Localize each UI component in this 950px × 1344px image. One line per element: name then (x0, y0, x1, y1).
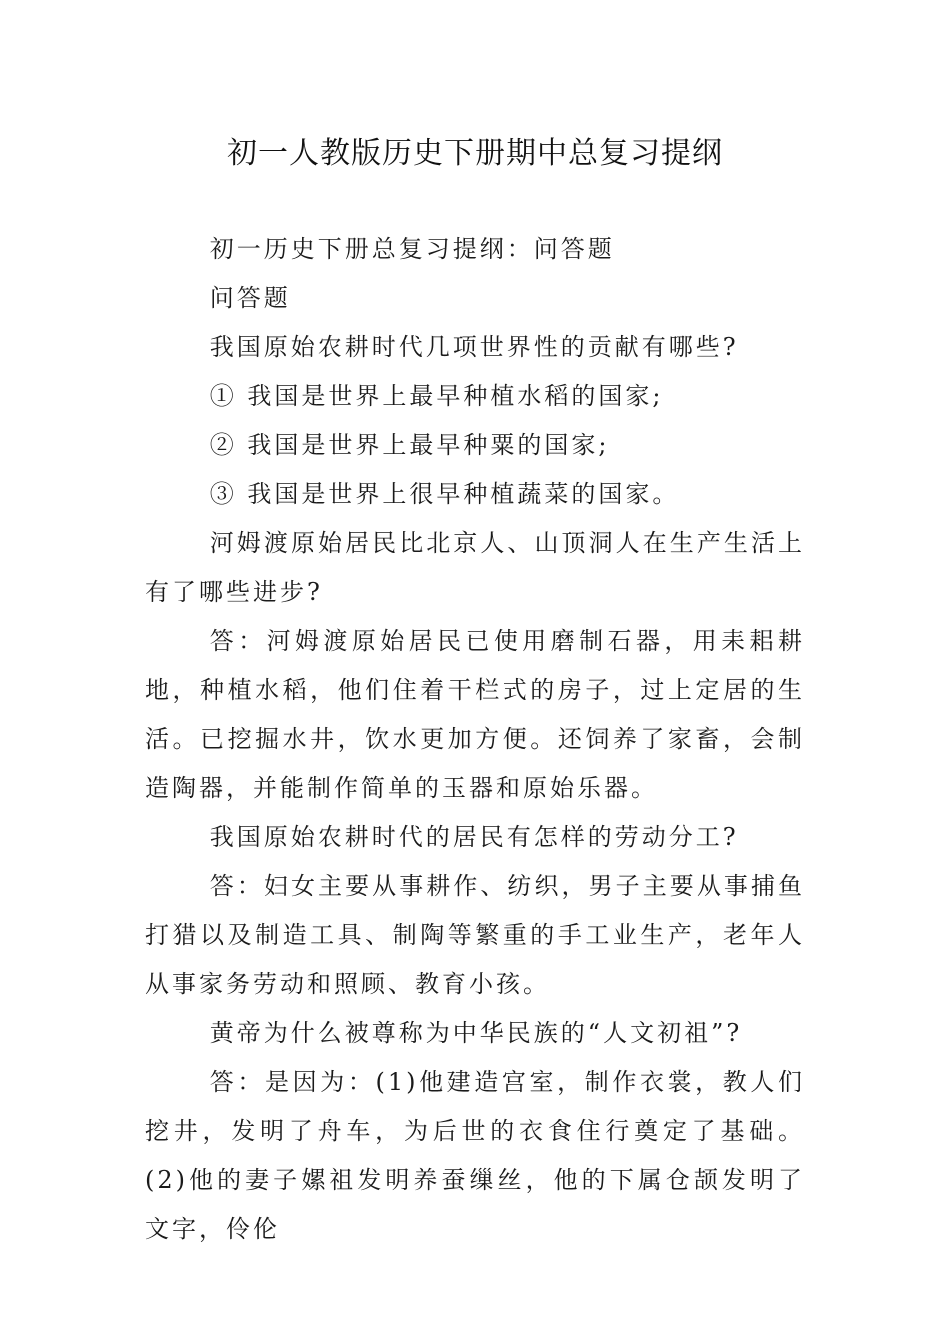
answer-paragraph: 答：河姆渡原始居民已使用磨制石器，用耒耜耕地，种植水稻，他们住着干栏式的房子，过上定居的生活。已挖掘水井，饮水更加方便。还饲养了家畜，会制造陶器，并能制作简单的玉器和原始乐器。 (145, 627, 805, 802)
list-item: ② 我国是世界上最早种粟的国家; (209, 431, 610, 459)
section-heading: 初一历史下册总复习提纲：问答题 (209, 235, 615, 263)
subsection-heading: 问答题 (209, 284, 291, 312)
list-item: ① 我国是世界上最早种植水稻的国家; (209, 382, 664, 410)
document-body (145, 225, 805, 1254)
question-paragraph: 我国原始农耕时代几项世界性的贡献有哪些? (209, 333, 739, 361)
list-item: ③ 我国是世界上很早种植蔬菜的国家。 (209, 480, 680, 508)
answer-paragraph: 答：是因为：(1)他建造宫室，制作衣裳，教人们挖井，发明了舟车，为后世的衣食住行奠定了基础。(2)他的妻子嫘祖发明养蚕缫丝，他的下属仓颉发明了文字，伶伦 (145, 1068, 805, 1243)
answer-paragraph: 答：妇女主要从事耕作、纺织，男子主要从事捕鱼打猎以及制造工具、制陶等繁重的手工业生产，老年人从事家务劳动和照顾、教育小孩。 (145, 872, 805, 998)
question-paragraph: 黄帝为什么被尊称为中华民族的“人文初祖”? (209, 1019, 743, 1047)
question-paragraph: 河姆渡原始居民比北京人、山顶洞人在生产生活上有了哪些进步? (145, 529, 805, 606)
question-paragraph: 我国原始农耕时代的居民有怎样的劳动分工? (209, 823, 739, 851)
document-title: 初一人教版历史下册期中总复习提纲 (227, 136, 723, 171)
